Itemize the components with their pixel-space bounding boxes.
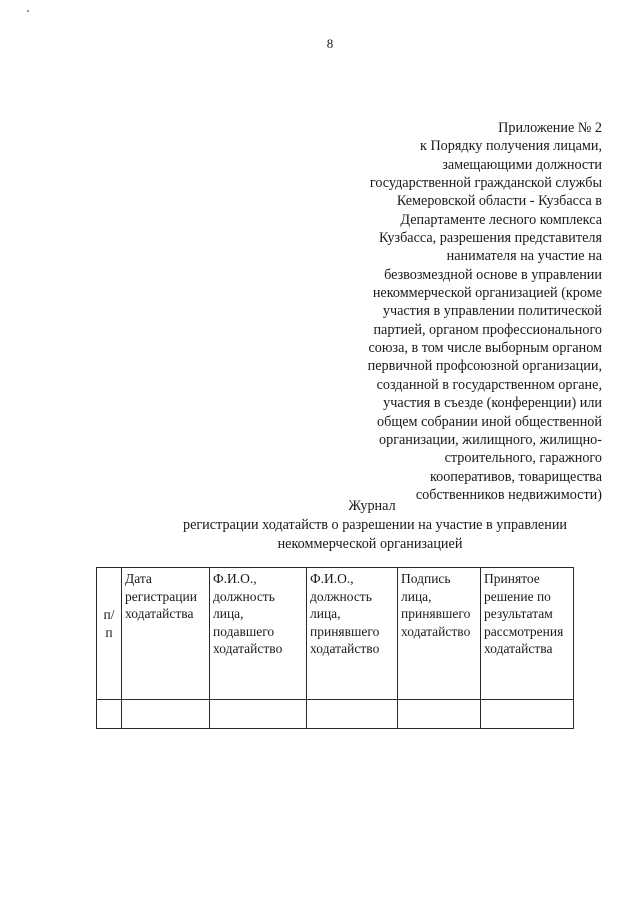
appendix-line: первичной профсоюзной организации, <box>367 358 602 375</box>
table-cell <box>122 700 210 729</box>
journal-title-line: регистрации ходатайств о разрешении на участие в управлении <box>182 517 568 533</box>
appendix-line: организации, жилищного, жилищно- <box>379 431 602 448</box>
table-cell <box>481 700 574 729</box>
column-header-decision: Принятое решение по результатам рассмотрения ходатайства <box>481 568 574 700</box>
appendix-line: собственников недвижимости) <box>415 486 602 503</box>
appendix-line: Департаменте лесного комплекса <box>400 211 602 228</box>
column-header-applicant: Ф.И.О., должность лица, подавшего ходатайство <box>210 568 307 700</box>
table-cell <box>210 700 307 729</box>
journal-title-line: Журнал <box>348 498 396 514</box>
appendix-line: к Порядку получения лицами, <box>420 138 602 155</box>
appendix-line: некоммерческой организацией (кроме <box>372 285 602 302</box>
journal-title <box>0 497 640 554</box>
column-header-receiver: Ф.И.О., должность лица, принявшего ходатайство <box>307 568 398 700</box>
table-header-row <box>97 568 574 700</box>
appendix-line: участия в управлении политической <box>382 303 602 320</box>
appendix-line: общем собрании иной общественной <box>377 413 602 430</box>
appendix-line: Кемеровской области - Кузбасса в <box>396 193 602 210</box>
appendix-line: нанимателя на участие на <box>446 248 602 265</box>
page-number: 8 <box>326 36 334 51</box>
journal-title-line: некоммерческой организацией <box>277 536 463 552</box>
appendix-line: замещающими должности <box>442 156 602 173</box>
appendix-line: Кузбасса, разрешения представителя <box>378 230 602 247</box>
appendix-line: партией, органом профессионального <box>373 321 602 338</box>
appendix-line: Приложение № 2 <box>498 120 602 136</box>
appendix-heading <box>302 119 602 504</box>
appendix-line: участия в съезде (конференции) или <box>383 395 602 412</box>
column-header-number: п/п <box>97 568 122 700</box>
appendix-line: кооперативов, товарищества <box>429 468 602 485</box>
table-cell <box>307 700 398 729</box>
appendix-line: союза, в том числе выборным органом <box>368 340 602 357</box>
table-cell <box>398 700 481 729</box>
column-header-signature: Подпись лица, принявшего ходатайство <box>398 568 481 700</box>
appendix-line: строительного, гаражного <box>444 450 602 467</box>
scan-speck <box>27 10 29 12</box>
appendix-line: государственной гражданской службы <box>369 175 602 192</box>
table-cell <box>97 700 122 729</box>
column-header-date: Дата регистрации ходатайства <box>122 568 210 700</box>
appendix-line: безвозмездной основе в управлении <box>384 266 602 283</box>
appendix-line: созданной в государственном органе, <box>376 376 602 393</box>
journal-table <box>96 567 574 729</box>
table-row <box>97 700 574 729</box>
